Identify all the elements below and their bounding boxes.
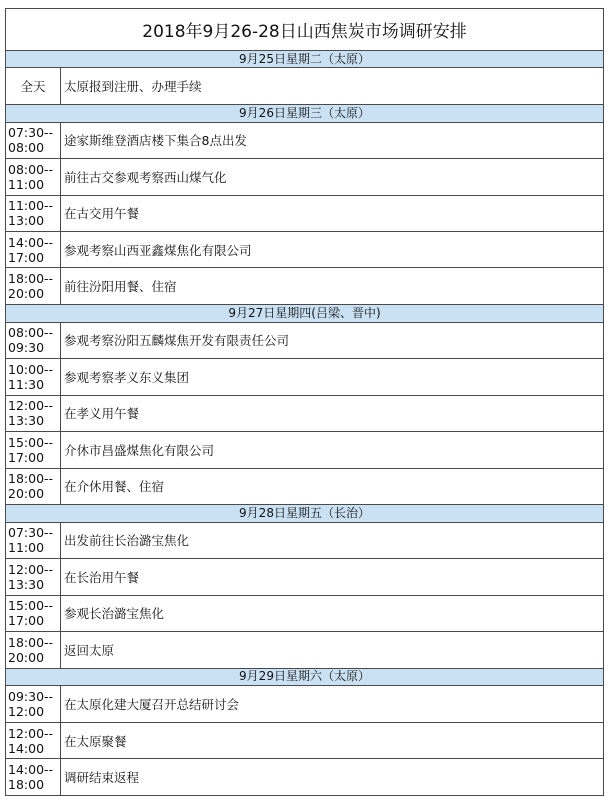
time-cell bbox=[6, 722, 61, 758]
activity-cell: 介休市昌盛煤焦化有限公司 bbox=[61, 432, 604, 468]
time-cell bbox=[6, 268, 61, 304]
time-start: 07:30-- bbox=[8, 525, 54, 541]
schedule-row bbox=[6, 559, 604, 595]
time-start: 08:00-- bbox=[8, 161, 54, 177]
schedule-row bbox=[6, 268, 604, 304]
schedule-row bbox=[6, 395, 604, 431]
schedule-row bbox=[6, 468, 604, 504]
time-cell bbox=[6, 595, 61, 631]
activity-cell: 在长治用午餐 bbox=[61, 559, 604, 595]
time-start: 15:00-- bbox=[8, 598, 54, 614]
time-cell bbox=[6, 686, 61, 722]
time-start: 12:00-- bbox=[8, 561, 54, 577]
schedule-row bbox=[6, 195, 604, 231]
time-cell bbox=[6, 195, 61, 231]
day-header-row bbox=[6, 104, 604, 122]
activity-cell: 在太原聚餐 bbox=[61, 722, 604, 758]
activity-cell: 途家斯维登酒店楼下集合8点出发 bbox=[61, 122, 604, 158]
activity-cell: 在太原化建大厦召开总结研讨会 bbox=[61, 686, 604, 722]
schedule-row bbox=[6, 722, 604, 758]
schedule-row bbox=[6, 68, 604, 104]
time-cell bbox=[6, 322, 61, 358]
time-start: 09:30-- bbox=[8, 689, 54, 705]
time-end: 14:00 bbox=[8, 740, 45, 756]
time-start: 10:00-- bbox=[8, 361, 54, 377]
activity-cell: 参观考察孝义东义集团 bbox=[61, 359, 604, 395]
time-cell bbox=[6, 522, 61, 558]
time-end: 17:00 bbox=[8, 613, 45, 629]
time-end: 12:00 bbox=[8, 704, 45, 720]
schedule-row bbox=[6, 232, 604, 268]
time-start: 08:00-- bbox=[8, 325, 54, 341]
time-start: 15:00-- bbox=[8, 434, 54, 450]
schedule-row bbox=[6, 359, 604, 395]
time-cell bbox=[6, 159, 61, 195]
time-end: 13:30 bbox=[8, 576, 45, 592]
time-cell bbox=[6, 632, 61, 668]
time-end: 20:00 bbox=[8, 286, 45, 302]
time-end: 11:00 bbox=[8, 540, 45, 556]
time-end: 17:00 bbox=[8, 249, 45, 265]
time-start: 全天 bbox=[20, 78, 46, 94]
schedule-title: 2018年9月26-28日山西焦炭市场调研安排 bbox=[6, 9, 604, 51]
time-cell bbox=[6, 359, 61, 395]
time-start: 14:00-- bbox=[8, 762, 54, 778]
day-header-row bbox=[6, 304, 604, 322]
time-cell bbox=[6, 122, 61, 158]
time-cell bbox=[6, 232, 61, 268]
activity-cell: 参观考察汾阳五麟煤焦开发有限责任公司 bbox=[61, 322, 604, 358]
time-start: 18:00-- bbox=[8, 634, 54, 650]
activity-cell: 参观长治潞宝焦化 bbox=[61, 595, 604, 631]
day-header-row bbox=[6, 668, 604, 686]
time-cell bbox=[6, 468, 61, 504]
time-cell bbox=[6, 559, 61, 595]
schedule-row bbox=[6, 522, 604, 558]
activity-cell: 前往汾阳用餐、住宿 bbox=[61, 268, 604, 304]
time-end: 11:00 bbox=[8, 176, 45, 192]
day-header-row bbox=[6, 505, 604, 523]
time-start: 18:00-- bbox=[8, 271, 54, 287]
day-header-row bbox=[6, 50, 604, 68]
time-start: 12:00-- bbox=[8, 725, 54, 741]
day-header: 9月26日星期三（太原） bbox=[6, 104, 604, 122]
time-end: 18:00 bbox=[8, 777, 45, 793]
time-end: 20:00 bbox=[8, 486, 45, 502]
schedule-row bbox=[6, 632, 604, 668]
schedule-row bbox=[6, 686, 604, 722]
activity-cell: 出发前往长治潞宝焦化 bbox=[61, 522, 604, 558]
activity-cell: 在孝义用午餐 bbox=[61, 395, 604, 431]
activity-cell: 返回太原 bbox=[61, 632, 604, 668]
schedule-row bbox=[6, 595, 604, 631]
time-start: 07:30-- bbox=[8, 125, 54, 141]
time-start: 14:00-- bbox=[8, 234, 54, 250]
schedule-table bbox=[5, 8, 604, 796]
activity-cell: 参观考察山西亚鑫煤焦化有限公司 bbox=[61, 232, 604, 268]
activity-cell: 在古交用午餐 bbox=[61, 195, 604, 231]
activity-cell: 前往古交参观考察西山煤气化 bbox=[61, 159, 604, 195]
time-start: 11:00-- bbox=[8, 198, 54, 214]
time-cell bbox=[6, 395, 61, 431]
time-cell bbox=[6, 68, 61, 104]
time-start: 12:00-- bbox=[8, 398, 54, 414]
time-cell bbox=[6, 759, 61, 796]
day-header: 9月28日星期五（长治） bbox=[6, 505, 604, 523]
day-header: 9月29日星期六（太原） bbox=[6, 668, 604, 686]
activity-cell: 调研结束返程 bbox=[61, 759, 604, 796]
activity-cell: 在介休用餐、住宿 bbox=[61, 468, 604, 504]
time-end: 13:00 bbox=[8, 213, 45, 229]
time-end: 09:30 bbox=[8, 340, 45, 356]
activity-cell: 太原报到注册、办理手续 bbox=[61, 68, 604, 104]
day-header: 9月25日星期二（太原） bbox=[6, 50, 604, 68]
schedule-row bbox=[6, 122, 604, 158]
schedule-row bbox=[6, 759, 604, 796]
time-end: 08:00 bbox=[8, 140, 45, 156]
time-end: 13:30 bbox=[8, 413, 45, 429]
time-end: 11:30 bbox=[8, 376, 45, 392]
time-cell bbox=[6, 432, 61, 468]
time-start: 18:00-- bbox=[8, 471, 54, 487]
schedule-row bbox=[6, 159, 604, 195]
day-header: 9月27日星期四(吕梁、晋中) bbox=[6, 304, 604, 322]
time-end: 17:00 bbox=[8, 449, 45, 465]
schedule-row bbox=[6, 322, 604, 358]
time-end: 20:00 bbox=[8, 649, 45, 665]
schedule-row bbox=[6, 432, 604, 468]
title-row bbox=[6, 9, 604, 51]
